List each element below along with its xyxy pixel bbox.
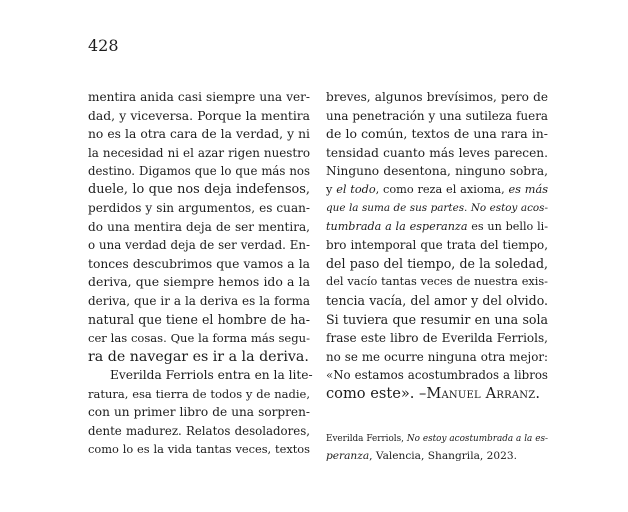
credit-line <box>326 448 548 465</box>
credit-title: No estoy acostumbrada a la es- <box>406 434 548 444</box>
text-line: Ninguno desentona, ninguno sobra, <box>326 164 548 179</box>
text-line: perdidos y sin argumentos, es cuan- <box>88 201 310 216</box>
text-line: dente madurez. Relatos desoladores, <box>88 423 310 438</box>
text-line: destino. Digamos que lo que más nos <box>88 164 310 179</box>
right-column <box>326 88 548 403</box>
text-line: tensidad cuanto más leves parecen. <box>326 145 548 160</box>
text-line: «No estamos acostumbrados a libros <box>326 368 548 383</box>
book-credit <box>326 431 548 464</box>
text-line: tonces descubrimos que vamos a la <box>88 256 310 271</box>
text-line: breves, algunos brevísimos, pero de <box>326 90 548 104</box>
text-line: deriva, que ir a la deriva es la forma <box>88 294 310 309</box>
text-line: deriva, que siempre hemos ido a la <box>88 274 310 290</box>
credit-publication: , Valencia, Shangrila, 2023. <box>369 449 517 462</box>
text-line: como lo es la vida tantas veces, textos <box>88 442 310 457</box>
text-line: tencia vacía, del amor y del olvido. <box>326 293 548 309</box>
italic-fragment: tumbrada a la esperanza <box>326 219 468 233</box>
page-number: 428 <box>88 36 119 55</box>
text-line: una penetración y una sutileza fuera <box>326 108 548 123</box>
text-line: bro intemporal que trata del tiempo, <box>326 238 548 253</box>
text-line: frase este libro de Everilda Ferriols, <box>326 331 548 346</box>
text-line: Si tuviera que resumir en una sola <box>326 311 548 327</box>
text-line <box>326 218 548 237</box>
italic-fragment: que la suma de sus partes. No estoy acos- <box>326 202 548 215</box>
text-line: o una verdad deja de ser verdad. En- <box>88 238 310 253</box>
text-line: natural que tiene el hombre de ha- <box>88 311 310 327</box>
text-line: mentira anida casi siempre una ver- <box>88 90 310 104</box>
italic-fragment: es más <box>508 182 549 196</box>
credit-title: peranza <box>326 449 370 462</box>
text-fragment: . <box>535 384 541 402</box>
text-line <box>326 385 548 404</box>
text-fragment: es un bello li- <box>467 219 549 233</box>
left-column <box>88 88 313 459</box>
author-signature: Manuel Arranz <box>426 384 536 402</box>
text-line: con un primer libro de una sorpren- <box>88 405 310 420</box>
text-line <box>326 199 548 218</box>
italic-fragment: el todo <box>336 182 376 196</box>
text-line <box>326 181 548 200</box>
text-line: no se me ocurre ninguna otra mejor: <box>326 349 548 364</box>
text-fragment: y <box>326 182 337 196</box>
text-line: ra de navegar es ir a la deriva. <box>88 348 309 365</box>
text-fragment: como este». – <box>326 384 427 402</box>
text-fragment: , como reza el axioma, <box>375 182 509 196</box>
text-line: dad, y viceversa. Porque la mentira <box>88 108 310 123</box>
text-line: duele, lo que nos deja indefensos, <box>88 181 310 197</box>
text-line: ratura, esa tierra de todos y de nadie, <box>88 386 310 401</box>
text-line: do una mentira deja de ser mentira, <box>88 219 310 234</box>
text-line: de lo común, textos de una rara in- <box>326 126 548 142</box>
text-line: no es la otra cara de la verdad, y ni <box>88 127 310 142</box>
text-line: cer las cosas. Que la forma más segu- <box>88 331 310 346</box>
credit-line <box>326 431 548 448</box>
text-line: Everilda Ferriols entra en la lite- <box>110 368 313 383</box>
credit-author: Everilda Ferriols, <box>326 434 407 444</box>
text-line: la necesidad ni el azar rigen nuestro <box>88 145 310 160</box>
text-line: del vacío tantas veces de nuestra exis- <box>326 275 548 289</box>
text-line: del paso del tiempo, de la soledad, <box>326 255 548 271</box>
